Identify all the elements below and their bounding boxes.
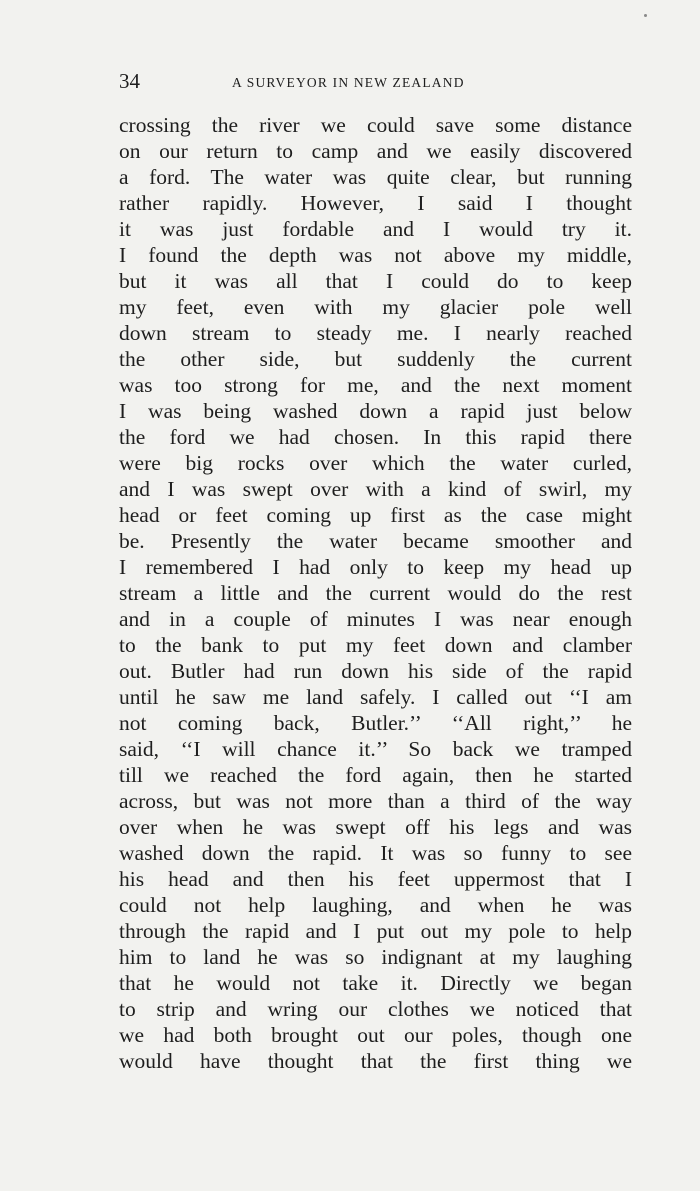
text-line: not coming back, Butler.’’ ‘‘All right,’’ he [119,711,632,735]
running-title: A SURVEYOR IN NEW ZEALAND [232,75,465,90]
text-line: I found the depth was not above my middle, [119,243,632,267]
text-line: the other side, but suddenly the current [119,347,632,371]
text-line: to strip and wring our clothes we noticed that [119,997,632,1021]
text-line: the ford we had chosen. In this rapid there [119,425,632,449]
text-line: were big rocks over which the water curled, [119,451,632,475]
text-line: said, ‘‘I will chance it.’’ So back we tramped [119,737,632,761]
text-line: and in a couple of minutes I was near enough [119,607,632,631]
text-line: be. Presently the water became smoother and [119,529,632,553]
text-line: that he would not take it. Directly we began [119,971,632,995]
scan-speck [644,14,647,17]
text-line: would have thought that the first thing we [119,1049,632,1073]
text-line: on our return to camp and we easily discovered [119,139,632,163]
text-line: over when he was swept off his legs and was [119,815,632,839]
text-line: through the rapid and I put out my pole to help [119,919,632,943]
text-line: head or feet coming up first as the case might [119,503,632,527]
text-line: we had both brought out our poles, though one [119,1023,632,1047]
text-line: crossing the river we could save some distance [119,113,632,137]
text-line: washed down the rapid. It was so funny to see [119,841,632,865]
text-line: him to land he was so indignant at my laughing [119,945,632,969]
text-line: and I was swept over with a kind of swirl, my [119,477,632,501]
text-line: his head and then his feet uppermost that I [119,867,632,891]
text-line: across, but was not more than a third of the way [119,789,632,813]
text-line: till we reached the ford again, then he started [119,763,632,787]
text-line: was too strong for me, and the next moment [119,373,632,397]
text-line: stream a little and the current would do the rest [119,581,632,605]
text-line: to the bank to put my feet down and clamber [119,633,632,657]
page-number: 34 [119,69,140,93]
page-header [119,66,632,96]
text-line: until he saw me land safely. I called out ‘‘I am [119,685,632,709]
body-text [119,112,632,1074]
text-line: out. Butler had run down his side of the rapid [119,659,632,683]
text-line: could not help laughing, and when he was [119,893,632,917]
text-line: it was just fordable and I would try it. [119,217,632,241]
text-line: but it was all that I could do to keep [119,269,632,293]
text-line: rather rapidly. However, I said I thought [119,191,632,215]
text-line: I was being washed down a rapid just below [119,399,632,423]
text-line: down stream to steady me. I nearly reached [119,321,632,345]
text-line: my feet, even with my glacier pole well [119,295,632,319]
text-line: a ford. The water was quite clear, but running [119,165,632,189]
text-line: I remembered I had only to keep my head up [119,555,632,579]
